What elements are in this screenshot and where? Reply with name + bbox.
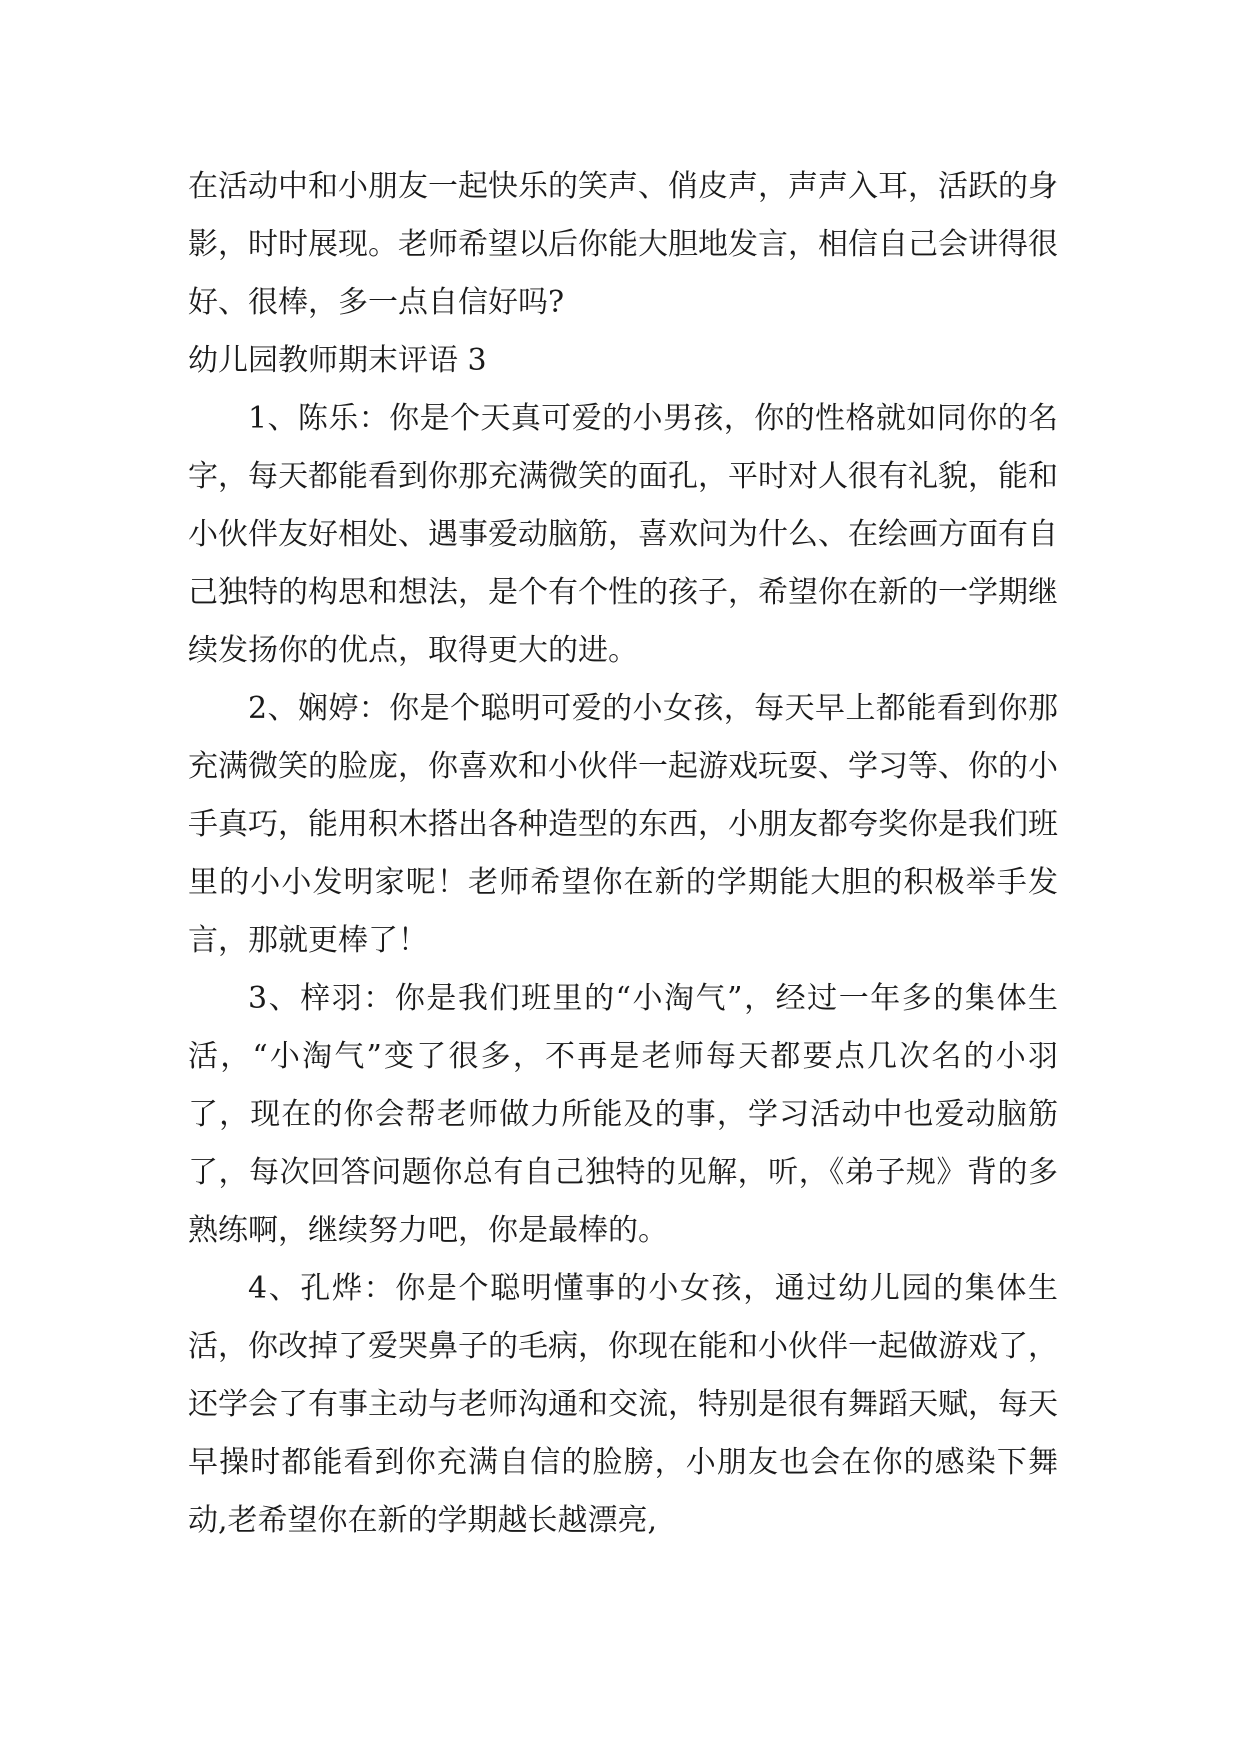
intro-paragraph: 在活动中和小朋友一起快乐的笑声、俏皮声，声声入耳，活跃的身影，时时展现。老师希望以后你能大胆地发言，相信自己会讲得很好、很棒，多一点自信好吗? <box>188 169 1058 320</box>
section-heading: 幼儿园教师期末评语 3 <box>188 343 487 378</box>
comment-paragraph-4: 4、孔烨：你是个聪明懂事的小女孩，通过幼儿园的集体生活，你改掉了爱哭鼻子的毛病，你现在能和小伙伴一起做游戏了，还学会了有事主动与老师沟通和交流，特别是很有舞蹈天赋，每天早操时都能看到你充满自信的脸膀，小朋友也会在你的感染下舞动,老希望你在新的学期越长越漂亮, <box>188 1271 1058 1538</box>
document-body <box>188 158 1058 1550</box>
comment-paragraph-3: 3、梓羽：你是我们班里的“小淘气”，经过一年多的集体生活，“小淘气”变了很多，不再是老师每天都要点几次名的小羽了，现在的你会帮老师做力所能及的事，学习活动中也爱动脑筋了，每次回答问题你总有自己独特的见解，听，《弟子规》背的多熟练啊，继续努力吧，你是最棒的。 <box>188 981 1058 1248</box>
comment-paragraph-1: 1、陈乐：你是个天真可爱的小男孩，你的性格就如同你的名字，每天都能看到你那充满微笑的面孔，平时对人很有礼貌，能和小伙伴友好相处、遇事爱动脑筋，喜欢问为什么、在绘画方面有自己独特的构思和想法，是个有个性的孩子，希望你在新的一学期继续发扬你的优点，取得更大的进。 <box>188 401 1058 668</box>
comment-paragraph-2: 2、娴婷：你是个聪明可爱的小女孩，每天早上都能看到你那充满微笑的脸庞，你喜欢和小伙伴一起游戏玩耍、学习等、你的小手真巧，能用积木搭出各种造型的东西，小朋友都夸奖你是我们班里的小小发明家呢！老师希望你在新的学期能大胆的积极举手发言，那就更棒了！ <box>188 691 1058 958</box>
